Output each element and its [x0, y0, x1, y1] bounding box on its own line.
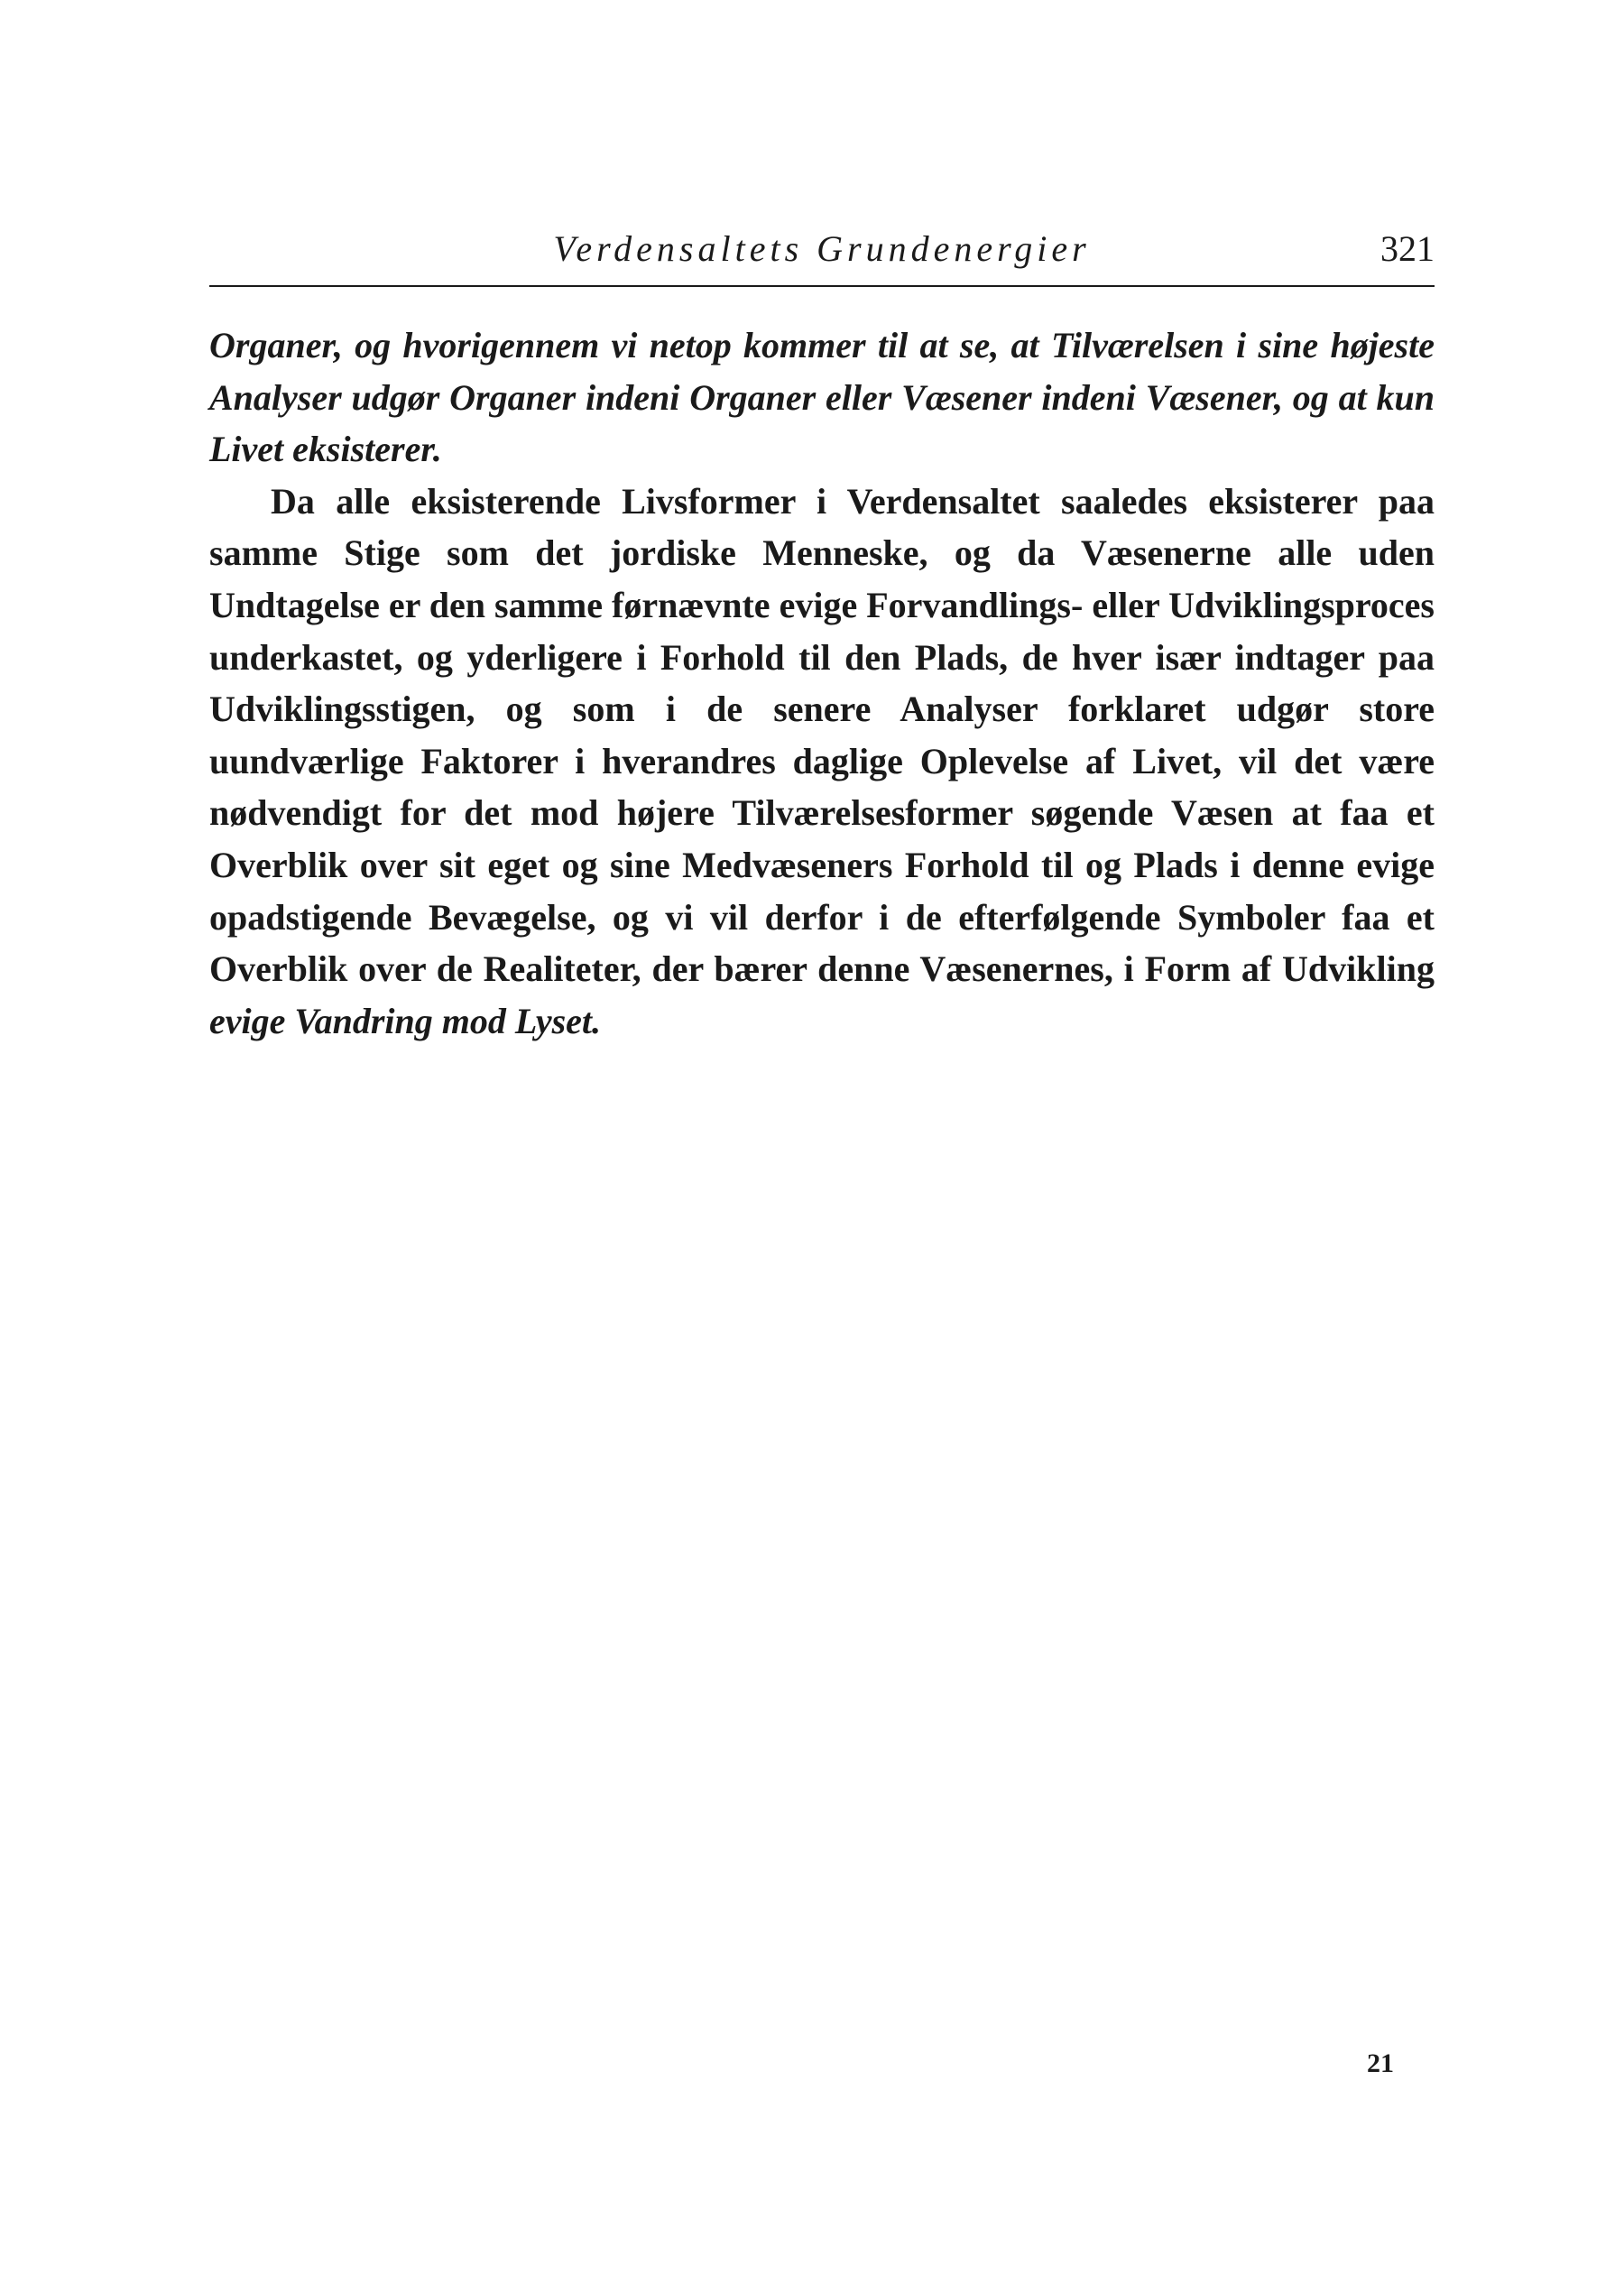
page-number: 321	[1380, 228, 1435, 269]
paragraph-text: Da alle eksisterende Livsformer i Verdensaltet saaledes eksisterer paa samme Stige som det jordiske Menneske, og da Væsenerne alle uden Undtagelse er den samme førnævnte evige Forvandlings- eller Udviklingsproces underkastet, og yderligere i Forhold til den Plads, de hver især indtager paa Udviklingsstigen, og som i de senere Analyser forklaret udgør store uundværlige Faktorer i hverandres daglige Oplevelse af Livet, vil det være nødvendigt for det mod højere Tilværelsesformer søgende Væsen at faa et Overblik over sit eget og sine Medvæseners Forhold til og Plads i denne evige opadstigende Bevægelse, og vi vil derfor i de efterfølgende Symboler faa et Overblik over de Realiteter, der bærer denne Væsenernes, i Form af Udvikling	[209, 480, 1435, 990]
body-text	[209, 319, 1435, 1047]
running-header	[209, 227, 1435, 282]
paragraph	[209, 476, 1435, 1048]
paragraph-emphasis: evige Vandring mod Lyset.	[209, 1000, 602, 1041]
paragraph-continuation: Organer, og hvorigennem vi netop kommer til at se, at Tilværelsen i sine højeste Analyser udgør Organer indeni Organer eller Væsener indeni Væsener, og at kun Livet eksisterer.	[209, 325, 1435, 470]
running-title: Verdensaltets Grundenergier	[553, 228, 1091, 269]
header-rule	[209, 285, 1435, 287]
signature-mark: 21	[1367, 2048, 1394, 2078]
